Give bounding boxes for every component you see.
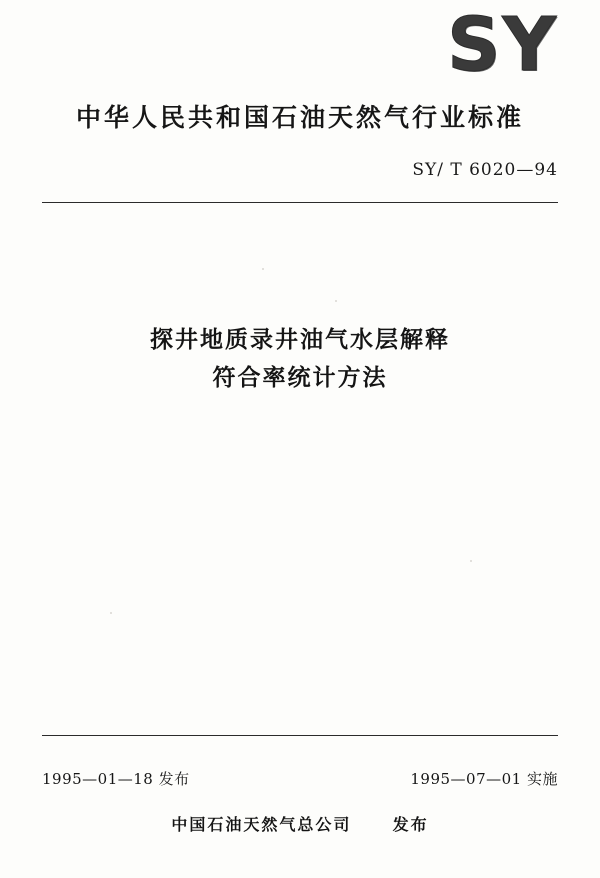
document-title-line-1: 探井地质录井油气水层解释	[150, 327, 450, 353]
publisher-suffix: 发布	[392, 815, 429, 834]
sy-logo: SY	[447, 2, 558, 88]
issue-date: 1995—01—18 发布	[42, 770, 190, 788]
standard-number: SY/ T 6020—94	[412, 160, 558, 180]
publisher-name: 中国石油天然气总公司	[171, 815, 352, 834]
paper-speckle	[335, 300, 337, 302]
paper-speckle	[470, 560, 472, 562]
sy-logo-container	[0, 2, 558, 88]
organization-title: 中华人民共和国石油天然气行业标准	[75, 103, 524, 132]
publisher-row	[0, 812, 600, 835]
implement-date: 1995—07—01 实施	[410, 770, 558, 788]
dates-row	[42, 768, 558, 789]
paper-speckle	[262, 268, 264, 270]
divider-top	[42, 202, 558, 203]
document-title-line-2: 符合率统计方法	[212, 364, 388, 391]
divider-bottom	[42, 735, 558, 736]
document-title	[0, 322, 600, 398]
paper-speckle	[110, 612, 112, 614]
